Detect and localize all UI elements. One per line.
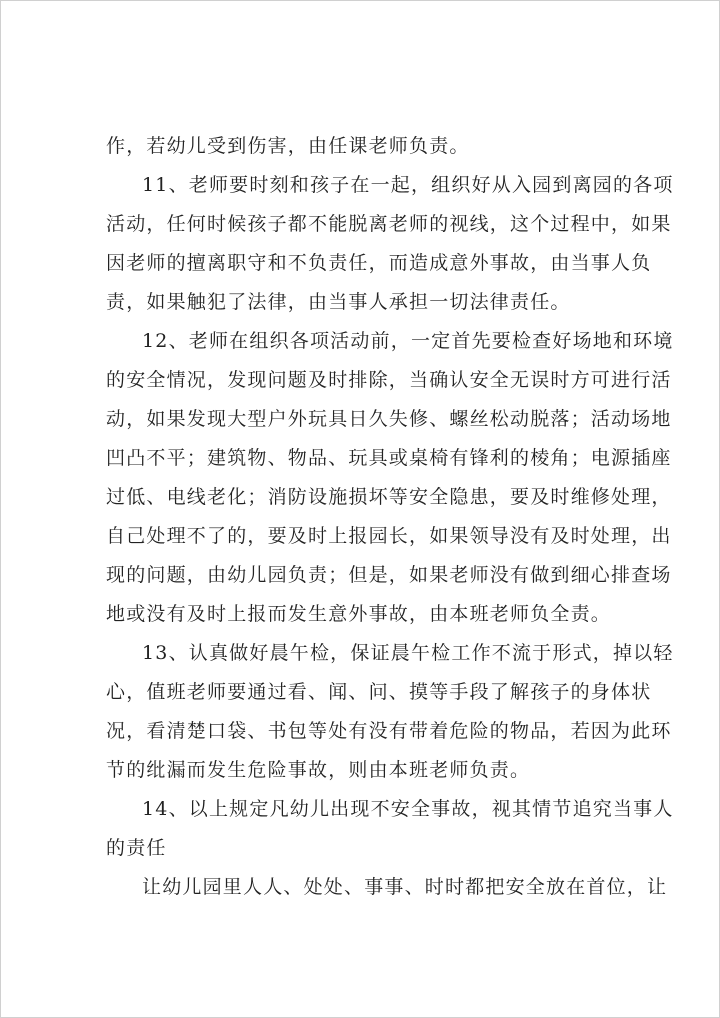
document-body bbox=[106, 127, 674, 907]
text-line: 况，看清楚口袋、书包等处有没有带着危险的物品，若因为此环 bbox=[106, 720, 672, 742]
text-line: 动，如果发现大型户外玩具日久失修、螺丝松动脱落；活动场地 bbox=[106, 408, 672, 430]
text-line: 自己处理不了的，要及时上报园长，如果领导没有及时处理，出 bbox=[106, 525, 672, 547]
text-line: 11、老师要时刻和孩子在一起，组织好从入园到离园的各项 bbox=[142, 174, 674, 196]
text-line: 13、认真做好晨午检，保证晨午检工作不流于形式，掉以轻 bbox=[142, 642, 674, 664]
text-line: 12、老师在组织各项活动前，一定首先要检查好场地和环境 bbox=[142, 330, 674, 352]
text-line: 作，若幼儿受到伤害，由任课老师负责。 bbox=[106, 135, 470, 157]
text-line: 因老师的擅离职守和不负责任，而造成意外事故，由当事人负 bbox=[106, 252, 652, 274]
text-line: 节的纰漏而发生危险事故，则由本班老师负责。 bbox=[106, 759, 531, 781]
text-line: 责，如果触犯了法律，由当事人承担一切法律责任。 bbox=[106, 291, 571, 313]
text-line: 活动，任何时候孩子都不能脱离老师的视线，这个过程中，如果 bbox=[106, 213, 672, 235]
text-line: 心，值班老师要通过看、闻、问、摸等手段了解孩子的身体状 bbox=[106, 681, 652, 703]
text-line: 现的问题，由幼儿园负责；但是，如果老师没有做到细心排查场 bbox=[106, 564, 672, 586]
text-line: 凹凸不平；建筑物、物品、玩具或桌椅有锋利的棱角；电源插座 bbox=[106, 447, 672, 469]
text-line: 的安全情况，发现问题及时排除，当确认安全无误时方可进行活 bbox=[106, 369, 672, 391]
text-line: 14、以上规定凡幼儿出现不安全事故，视其情节追究当事人 bbox=[142, 798, 674, 820]
text-line: 的责任 bbox=[106, 837, 167, 859]
text-line: 过低、电线老化；消防设施损坏等安全隐患，要及时维修处理， bbox=[106, 486, 672, 508]
text-line: 地或没有及时上报而发生意外事故，由本班老师负全责。 bbox=[106, 603, 612, 625]
text-line: 让幼儿园里人人、处处、事事、时时都把安全放在首位，让 bbox=[142, 876, 668, 898]
